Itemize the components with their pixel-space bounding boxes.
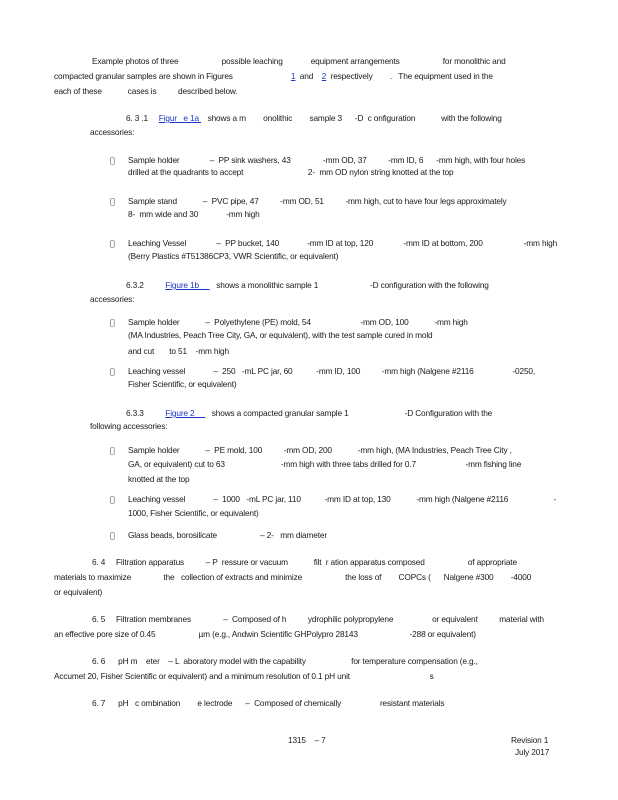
figure-1a-link[interactable]: Figur e 1a	[158, 113, 202, 123]
bullet-icon	[110, 367, 114, 377]
intro-line-1: Example photos of three possible leaching equipment arrangements for monolithic and	[92, 56, 506, 66]
bullet-icon	[110, 156, 114, 166]
section-6-4-line-1: 6. 4 Filtration apparatus – P ressure or vacuum filt r ation apparatus composed of appropriate	[92, 557, 517, 567]
section-6-3-2-cont: accessories:	[90, 294, 135, 304]
s631-item-2-line-1: Sample stand – PVC pipe, 47 -mm OD, 51 -mm high, cut to have four legs approximately	[128, 196, 507, 206]
section-6-3-1-heading: 6. 3 .1 Figur e 1a shows a m onolithic sample 3 -D c onfiguration with the following	[126, 113, 502, 123]
section-6-6-line-2: Accumet 20, Fisher Scientific or equivalent) and a minimum resolution of 0.1 pH unit s	[54, 671, 434, 681]
s632-item-1-line-2: (MA Industries, Peach Tree City, GA, or equivalent), with the test sample cured in mold	[128, 330, 433, 340]
s631-item-1-line-2: drilled at the quadrants to accept 2- mm OD nylon string knotted at the top	[128, 167, 454, 177]
bullet-icon	[110, 318, 114, 328]
s631-item-2-line-2: 8- mm wide and 30 -mm high	[128, 209, 260, 219]
s633-item-1-line-3: knotted at the top	[128, 474, 190, 484]
section-6-6-line-1: 6. 6 pH m eter – L aboratory model with the capability for temperature compensation (e.g.,	[92, 656, 478, 666]
s633-item-2-line-1: Leaching vessel – 1000 -mL PC jar, 110 -mm ID at top, 130 -mm high (Nalgene #2116 -	[128, 494, 557, 504]
section-6-5-line-2: an effective pore size of 0.45 µm (e.g., Andwin Scientific GHPolypro 28143 -288 or equivalent)	[54, 629, 476, 639]
page-number: 1315 – 7	[288, 735, 326, 745]
s632-item-1-line-3: and cut to 51 -mm high	[128, 346, 229, 356]
s631-item-1-line-1: Sample holder – PP sink washers, 43 -mm OD, 37 -mm ID, 6 -mm high, with four holes	[128, 155, 526, 165]
s633-item-2-line-2: 1000, Fisher Scientific, or equivalent)	[128, 508, 259, 518]
bullet-icon	[110, 197, 114, 207]
s631-item-3-line-1: Leaching Vessel – PP bucket, 140 -mm ID at top, 120 -mm ID at bottom, 200 -mm high	[128, 238, 558, 248]
s632-item-2-line-1: Leaching vessel – 250 -mL PC jar, 60 -mm ID, 100 -mm high (Nalgene #2116 -0250,	[128, 366, 536, 376]
figure-2-link[interactable]: Figure 2	[165, 408, 206, 418]
s633-item-3-line-1: Glass beads, borosilicate – 2- mm diameter	[128, 530, 327, 540]
s632-item-1-line-1: Sample holder – Polyethylene (PE) mold, 54 -mm OD, 100 -mm high	[128, 317, 468, 327]
figure-2-link[interactable]: 2	[321, 71, 327, 81]
section-6-3-3-cont: following accessories:	[90, 421, 168, 431]
bullet-icon	[110, 446, 114, 456]
bullet-icon	[110, 239, 114, 249]
intro-line-2: compacted granular samples are shown in Figures 1 and 2 respectively . The equipment used in the	[54, 71, 493, 81]
revision-label: Revision 1	[511, 735, 549, 745]
s633-item-1-line-1: Sample holder – PE mold, 100 -mm OD, 200 -mm high, (MA Industries, Peach Tree City ,	[128, 445, 512, 455]
section-6-4-line-2: materials to maximize the collection of extracts and minimize the loss of COPCs ( Nalgene #300 -4000	[54, 572, 532, 582]
section-6-3-1-cont: accessories:	[90, 127, 135, 137]
section-6-3-2-heading: 6.3.2 Figure 1b shows a monolithic sample 1 -D configuration with the following	[126, 280, 489, 290]
figure-1b-link[interactable]: Figure 1b	[165, 280, 210, 290]
section-6-7-line-1: 6. 7 pH c ombination e lectrode – Composed of chemically resistant materials	[92, 698, 445, 708]
bullet-icon	[110, 495, 114, 505]
section-6-3-3-heading: 6.3.3 Figure 2 shows a compacted granular sample 1 -D Configuration with the	[126, 408, 493, 418]
s631-item-3-line-2: (Berry Plastics #T51386CP3, VWR Scientific, or equivalent)	[128, 251, 339, 261]
bullet-icon	[110, 531, 114, 541]
section-6-5-line-1: 6. 5 Filtration membranes – Composed of h ydrophilic polypropylene or equivalent material with	[92, 614, 544, 624]
section-6-4-line-3: or equivalent)	[54, 587, 103, 597]
s633-item-1-line-2: GA, or equivalent) cut to 63 -mm high with three tabs drilled for 0.7 -mm fishing line	[128, 459, 522, 469]
intro-line-3: each of these cases is described below.	[54, 86, 238, 96]
revision-date: July 2017	[515, 747, 550, 757]
figure-1-link[interactable]: 1	[291, 71, 296, 81]
s632-item-2-line-2: Fisher Scientific, or equivalent)	[128, 379, 237, 389]
